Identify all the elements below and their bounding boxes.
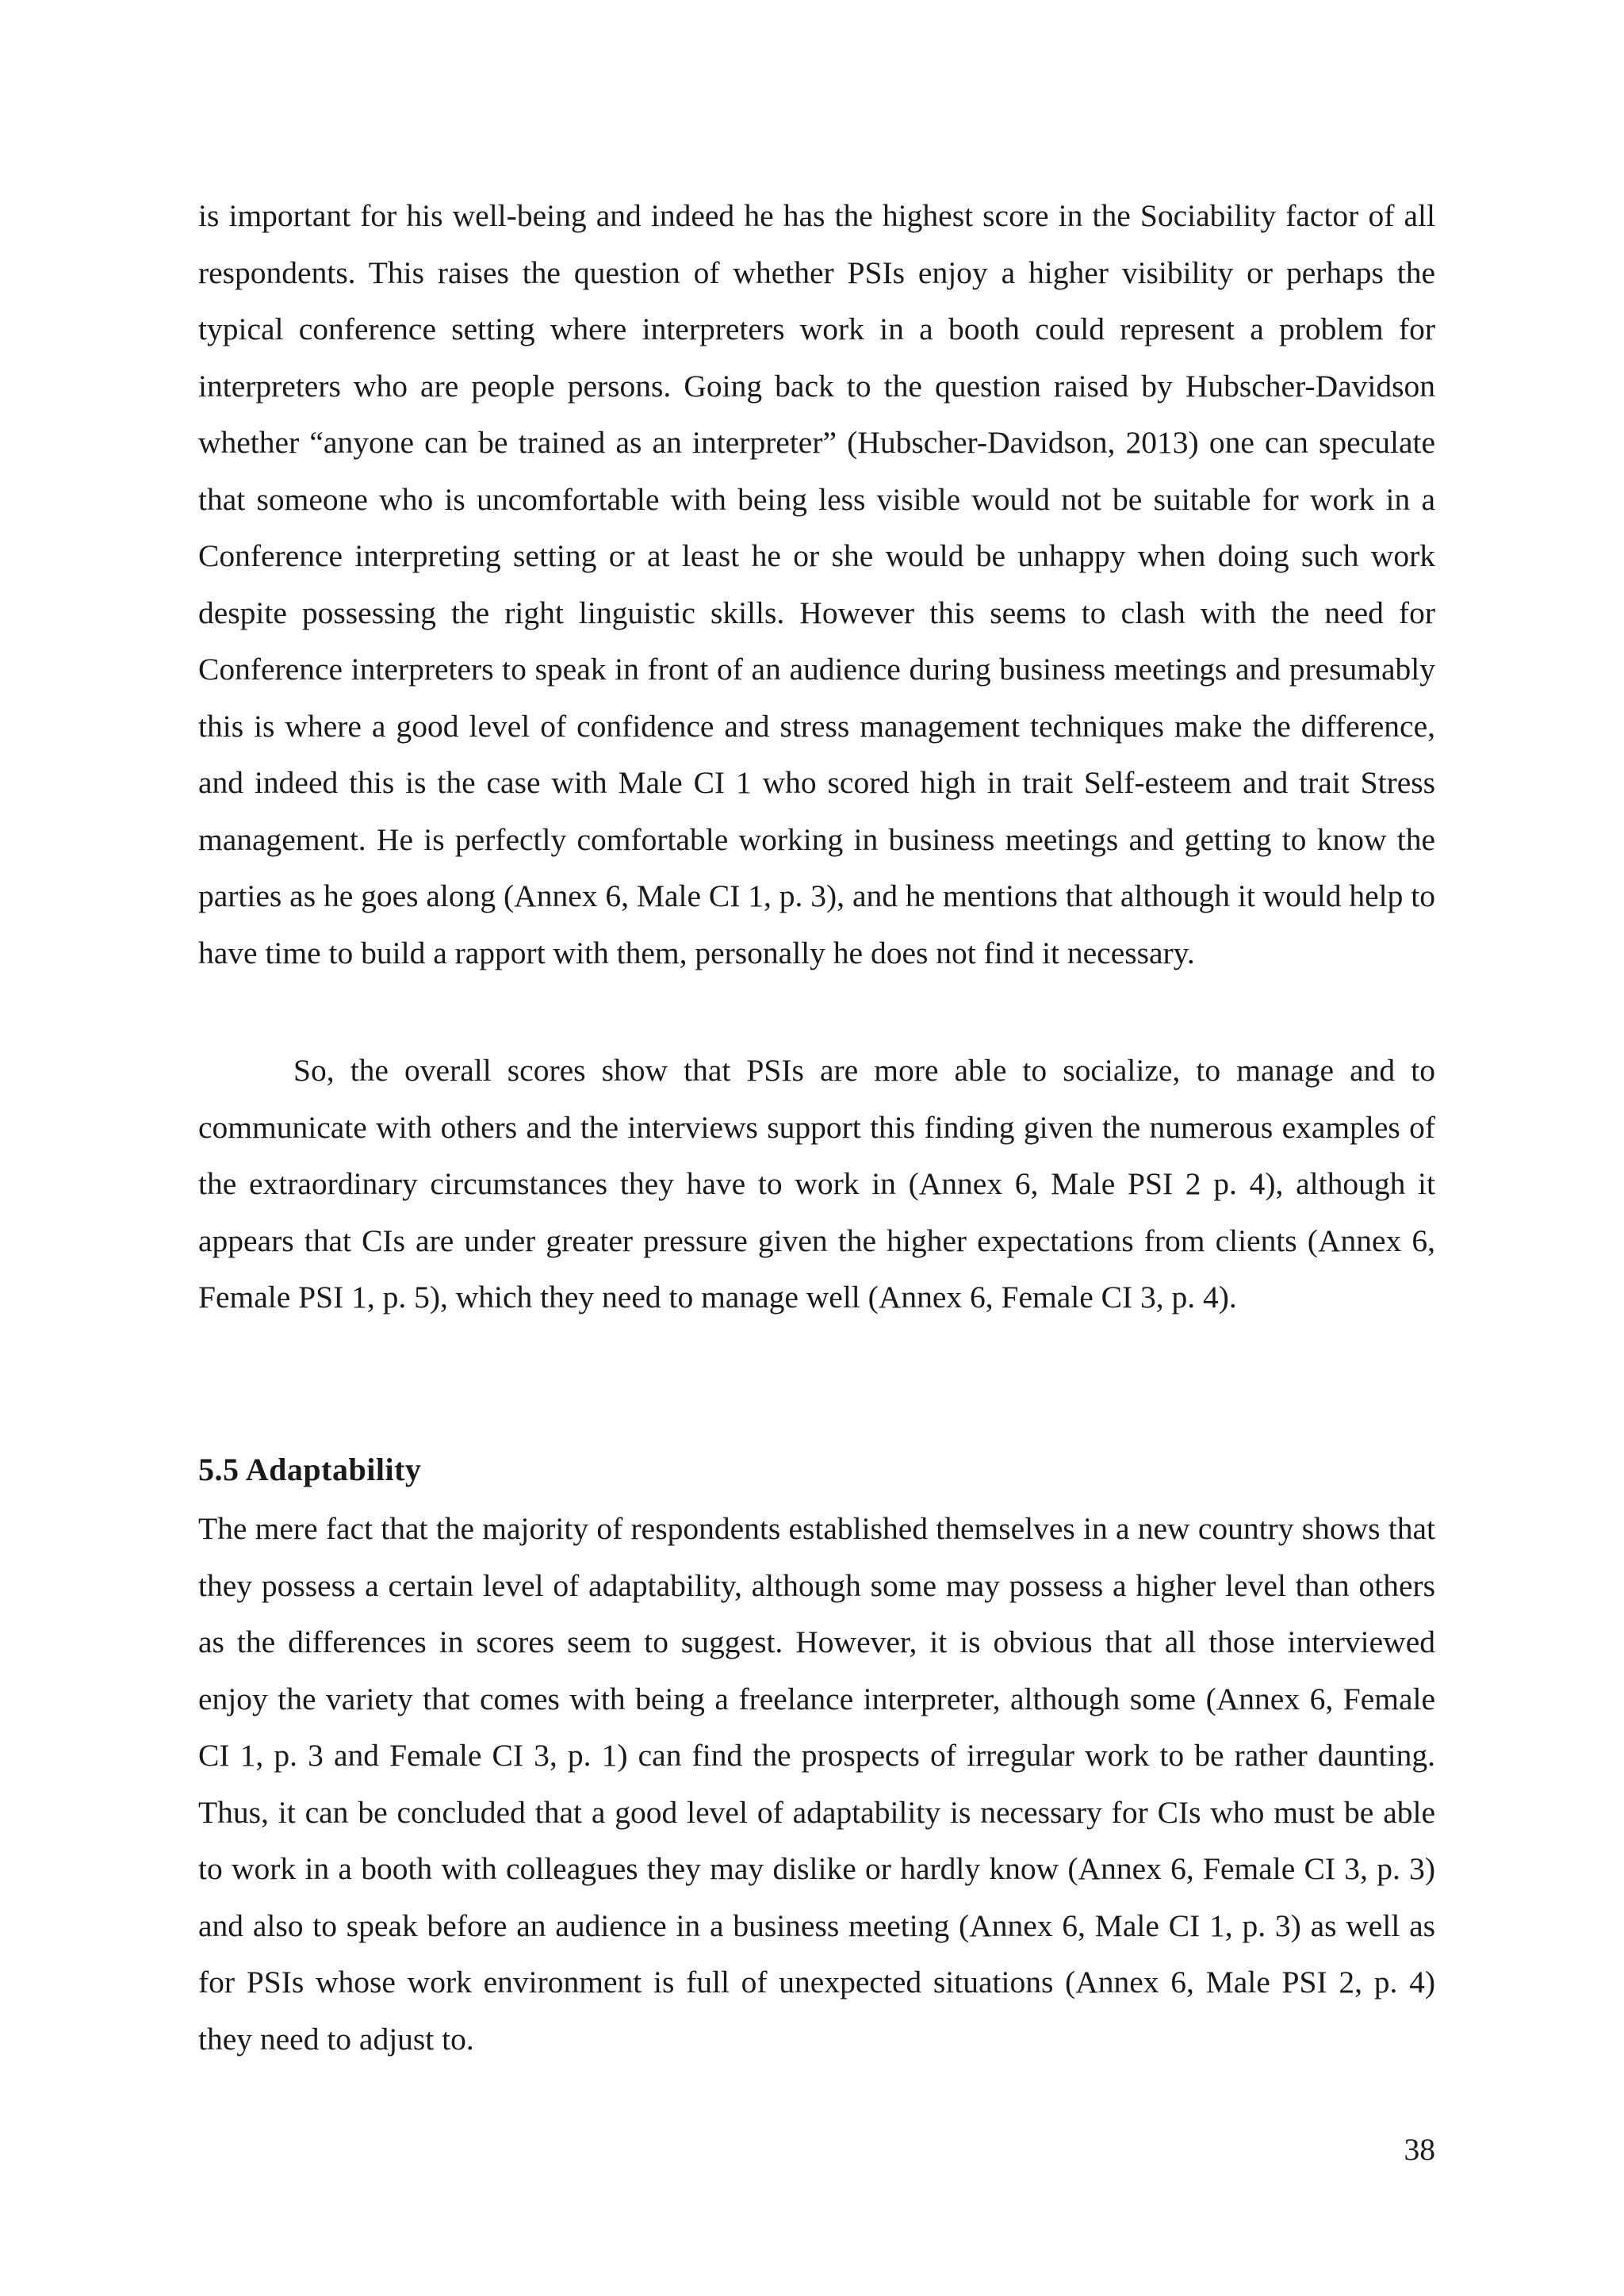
body-text-block: [198, 188, 1435, 982]
section-heading: 5.5 Adaptability: [198, 1452, 422, 1487]
paragraph-sociability-discussion: is important for his well-being and indeed he has the highest score in the Sociability factor of all respondents. This raises the question of whether PSIs enjoy a higher visibility or perhaps the typical conference setting where interpreters work in a booth could represent a problem for interpreters who are people persons. Going back to the question raised by Hubscher-Davidson whether “anyone can be trained as an interpreter” (Hubscher-Davidson, 2013) one can speculate that someone who is uncomfortable with being less visible would not be suitable for work in a Conference interpreting setting or at least he or she would be unhappy when doing such work despite possessing the right linguistic skills. However this seems to clash with the need for Conference interpreters to speak in front of an audience during business meetings and presumably this is where a good level of confidence and stress management techniques make the difference, and indeed this is the case with Male CI 1 who scored high in trait Self-esteem and trait Stress management. He is perfectly comfortable working in business meetings and getting to know the parties as he goes along (Annex 6, Male CI 1, p. 3), and he mentions that although it would help to have time to build a rapport with them, personally he does not find it necessary.: [198, 198, 1435, 970]
body-text-block: [198, 1043, 1435, 1326]
paragraph-overall-scores: So, the overall scores show that PSIs are more able to socialize, to manage and to communicate with others and the interviews support this finding given the numerous examples of the extraordinary circumstances they have to work in (Annex 6, Male PSI 2 p. 4), although it appears that CIs are under greater pressure given the higher expectations from clients (Annex 6, Female PSI 1, p. 5), which they need to manage well (Annex 6, Female CI 3, p. 4).: [198, 1053, 1435, 1314]
page-number: 38: [1404, 2132, 1435, 2167]
body-text-block: [198, 1501, 1435, 2068]
paragraph-adaptability: The mere fact that the majority of respondents established themselves in a new country shows that they possess a certain level of adaptability, although some may possess a higher level than others as the differences in scores seem to suggest. However, it is obvious that all those interviewed enjoy the variety that comes with being a freelance interpreter, although some (Annex 6, Female CI 1, p. 3 and Female CI 3, p. 1) can find the prospects of irregular work to be rather daunting. Thus, it can be concluded that a good level of adaptability is necessary for CIs who must be able to work in a booth with colleagues they may dislike or hardly know (Annex 6, Female CI 3, p. 3) and also to speak before an audience in a business meeting (Annex 6, Male CI 1, p. 3) as well as for PSIs whose work environment is full of unexpected situations (Annex 6, Male PSI 2, p. 4) they need to adjust to.: [198, 1511, 1435, 2057]
